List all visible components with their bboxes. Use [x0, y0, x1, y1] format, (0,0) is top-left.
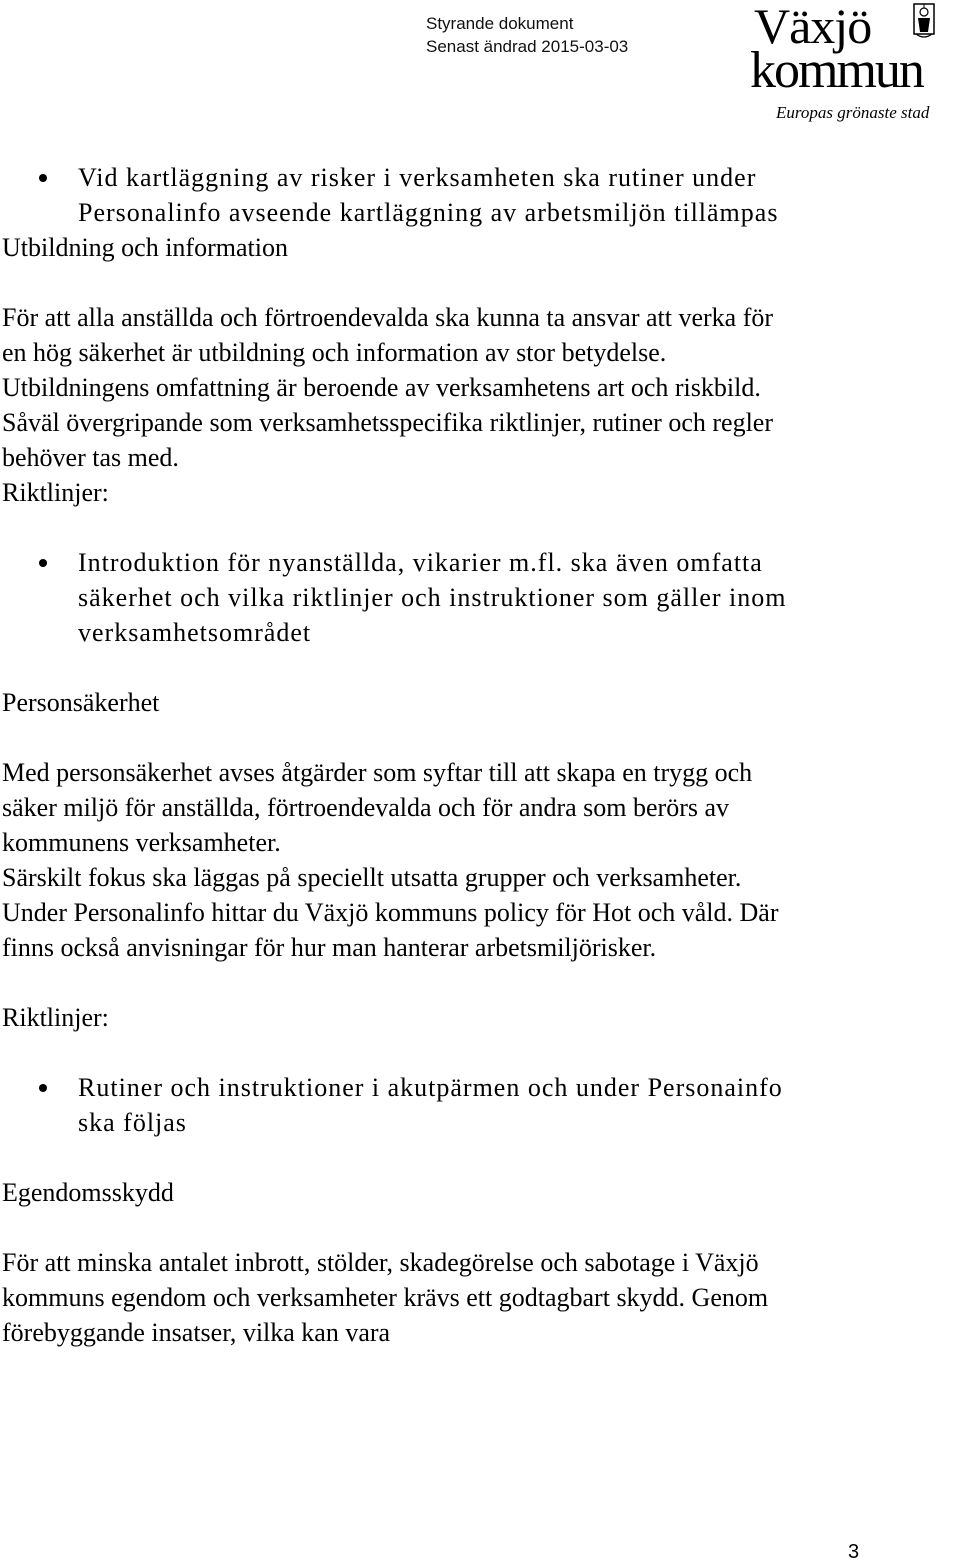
paragraph: För att minska antalet inbrott, stölder, skadegörelse och sabotage i Växjö kommuns egendom och verksamheter krävs ett godtagbart skydd. Genom förebyggande insatser, vilka kan vara	[2, 1248, 769, 1347]
vaxjo-kommun-logo	[750, 0, 960, 130]
logo-text-vaxjo: Växjö	[754, 0, 872, 54]
list-item-text: Introduktion för nyanställda, vikarier m.fl. ska även omfatta säkerhet och vilka riktlinjer och instruktioner som gäller inom verksamhetsområdet	[78, 548, 787, 647]
document-type: Styrande dokument	[426, 14, 574, 33]
document-info	[426, 12, 628, 58]
list-item	[0, 545, 798, 650]
list-item	[0, 1070, 798, 1140]
bullet-icon	[39, 1084, 47, 1092]
coat-of-arms-icon	[892, 2, 952, 50]
bullet-icon	[39, 559, 47, 567]
list-item	[0, 160, 798, 230]
list-item-text: Rutiner och instruktioner i akutpärmen och under Personainfo ska följas	[78, 1073, 783, 1137]
paragraph: Särskilt fokus ska läggas på speciellt utsatta grupper och verksamheter.	[2, 863, 742, 892]
last-modified-date: Senast ändrad 2015-03-03	[426, 37, 629, 56]
guidelines-label: Riktlinjer:	[2, 1003, 109, 1032]
paragraph: Med personsäkerhet avses åtgärder som syftar till att skapa en trygg och säker miljö för anställda, förtroendevalda och för andra som berörs av kommunens verksamheter.	[2, 758, 753, 857]
page-header	[0, 0, 960, 130]
paragraph: Under Personalinfo hittar du Växjö kommuns policy för Hot och våld. Där finns också anvisningar för hur man hanterar arbetsmiljörisker.	[2, 898, 779, 962]
paragraph: Såväl övergripande som verksamhetsspecifika riktlinjer, rutiner och regler behöver tas med.	[2, 408, 773, 472]
list-item-text: Vid kartläggning av risker i verksamheten ska rutiner under Personalinfo avseende kartläggning av arbetsmiljön tillämpas	[78, 163, 779, 227]
logo-text-kommun: kommun	[750, 42, 923, 99]
heading-training: Utbildning och information	[2, 233, 288, 262]
logo-tagline: Europas grönaste stad	[776, 103, 930, 122]
bullet-icon	[39, 174, 47, 182]
paragraph: För att alla anställda och förtroendevalda ska kunna ta ansvar att verka för en hög säkerhet är utbildning och information av stor betydelse. Utbildningens omfattning är beroende av verksamhetens art och riskbild.	[2, 303, 774, 402]
heading-property-protection: Egendomsskydd	[2, 1178, 174, 1207]
guidelines-label: Riktlinjer:	[2, 478, 109, 507]
document-body	[0, 160, 960, 1350]
page-number: 3	[848, 1541, 860, 1563]
heading-personal-safety: Personsäkerhet	[2, 688, 160, 717]
